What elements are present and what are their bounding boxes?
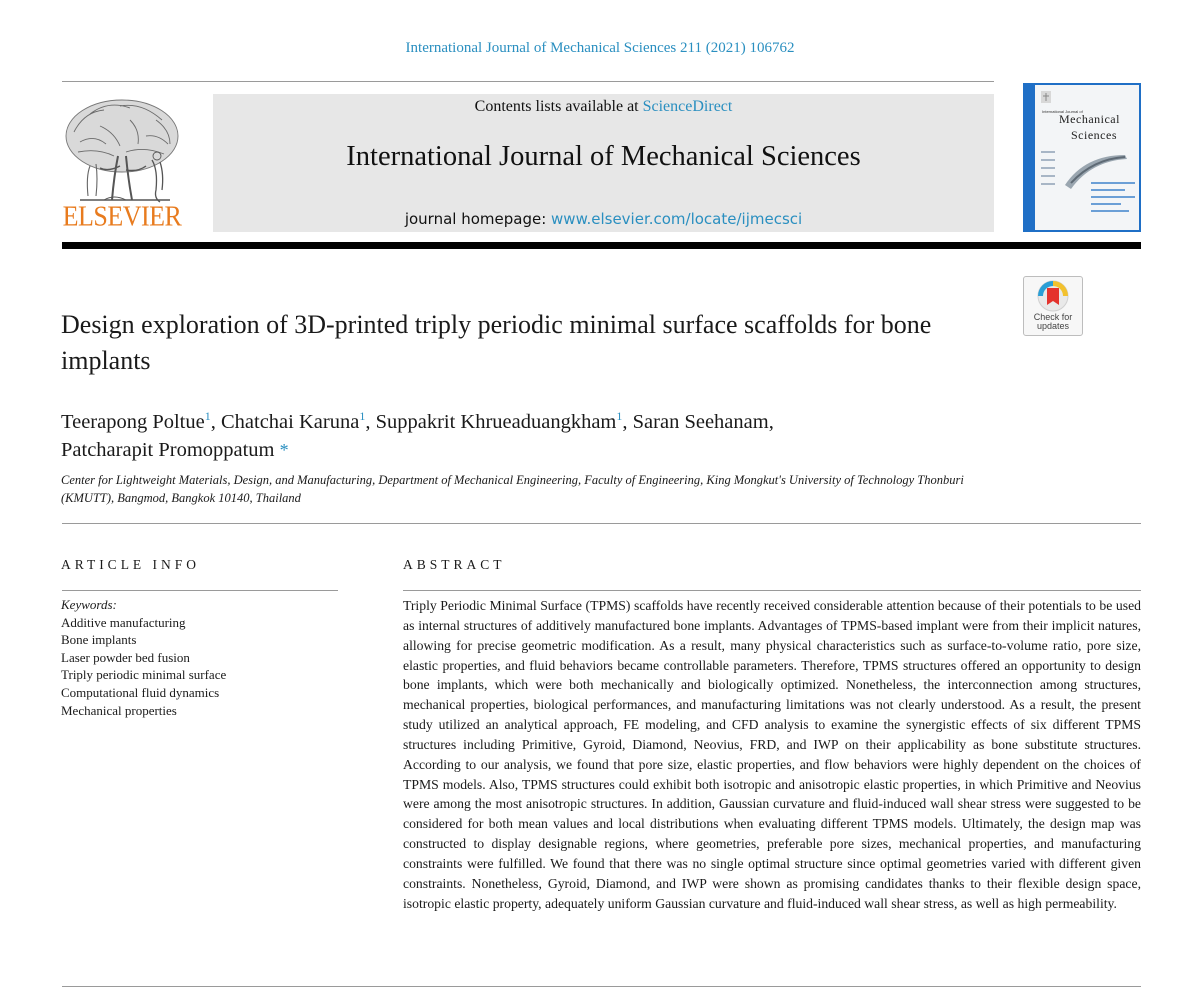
check-updates-label bbox=[1024, 313, 1082, 331]
cover-line-1: International Journal of bbox=[1042, 109, 1083, 114]
abstract-divider bbox=[403, 590, 1141, 591]
cover-toc-lines bbox=[1091, 177, 1135, 217]
cover-line-2: Mechanical bbox=[1059, 112, 1120, 126]
footer-divider bbox=[62, 986, 1141, 987]
cover-line-3: Sciences bbox=[1071, 128, 1117, 142]
journal-citation[interactable]: International Journal of Mechanical Sciences 211 (2021) 106762 bbox=[405, 40, 795, 56]
keyword-item: Laser powder bed fusion bbox=[61, 649, 190, 665]
keyword-item: Bone implants bbox=[61, 632, 137, 648]
journal-banner bbox=[213, 94, 994, 232]
check-updates-icon bbox=[1036, 279, 1070, 313]
elsevier-wordmark: ELSEVIER bbox=[62, 200, 182, 233]
cover-panel bbox=[1035, 85, 1139, 230]
sciencedirect-link[interactable]: ScienceDirect bbox=[642, 98, 733, 115]
header-thick-rule bbox=[62, 242, 1141, 249]
journal-homepage-line bbox=[213, 210, 994, 228]
author-name[interactable]: Suppakrit Khrueaduangkham bbox=[375, 411, 617, 433]
author-affiliation: Center for Lightweight Materials, Design, and Manufacturing, Department of Mechanical Engineering, Faculty of Engineering, King Mongkut's University of Technology Thonburi (KMUTT), Bangmod, Bangkok 10140, Thailand bbox=[61, 473, 964, 505]
author-list: Teerapong Poltue$^1$, Chatchai Karuna$^1$, Suppakrit Khrueaduangkham$^1$, Saran Seehanam, Patcharapit Promoppatum * bbox=[61, 409, 774, 461]
author-name[interactable]: Chatchai Karuna bbox=[220, 411, 360, 433]
keywords-list bbox=[61, 596, 361, 719]
contents-available-line bbox=[213, 98, 994, 116]
corresponding-author-mark[interactable]: * bbox=[279, 440, 289, 460]
header-divider bbox=[62, 81, 994, 82]
check-updates-label-line2: updates bbox=[1036, 321, 1070, 331]
article-info-divider bbox=[62, 590, 338, 591]
keyword-item: Additive manufacturing bbox=[61, 614, 186, 630]
author-name[interactable]: Teerapong Poltue bbox=[61, 411, 205, 433]
author-name[interactable]: Saran Seehanam bbox=[632, 411, 769, 433]
article-info-heading: ARTICLE INFO bbox=[61, 557, 201, 572]
journal-homepage-link[interactable]: www.elsevier.com/locate/ijmecsci bbox=[551, 210, 803, 228]
journal-title: International Journal of Mechanical Sciences bbox=[346, 141, 861, 172]
author-affiliation-mark[interactable]: 1 bbox=[204, 409, 211, 423]
check-updates-label-line1: Check for bbox=[1033, 312, 1073, 322]
section-divider bbox=[62, 523, 1141, 524]
cover-text-lines bbox=[1041, 145, 1055, 225]
tree-of-knowledge-icon bbox=[60, 96, 184, 206]
contents-prefix: Contents lists available at bbox=[474, 98, 639, 115]
journal-cover-thumbnail[interactable] bbox=[1023, 83, 1141, 232]
author-name[interactable]: Patcharapit Promoppatum bbox=[61, 439, 275, 461]
keyword-item: Triply periodic minimal surface bbox=[61, 667, 227, 683]
keyword-item: Mechanical properties bbox=[61, 702, 177, 718]
cover-logo-icon bbox=[1041, 91, 1051, 103]
keyword-item: Computational fluid dynamics bbox=[61, 684, 220, 700]
article-title: Design exploration of 3D-printed triply periodic minimal surface scaffolds for bone implants bbox=[61, 310, 932, 375]
author-affiliation-mark[interactable]: 1 bbox=[359, 409, 366, 423]
elsevier-logo[interactable] bbox=[60, 96, 184, 232]
abstract-text: Triply Periodic Minimal Surface (TPMS) scaffolds have recently received considerable attention because of their potentials to be used as internal structures of additively manufactured bone implants. Advantages of TPMS-based implant were from their implicit natures, allowing for precise geometric modification. As a result, many physical characteristics such as surface-to-volume ratio, pore size, elastic properties, and fluid behaviors became controllable parameters. Therefore, TPMS structures offered an opportunity to design bone implants, which were both mechanically and biologically optimized. Nonetheless, the interconnection among structures, mechanical properties, biological performances, and manufacturing limitations was not clearly understood. As a result, the present study utilized an analytical approach, FE modeling, and CFD analysis to examine the synergistic effects of six different TPMS structures including Primitive, Gyroid, Diamond, Neovius, FRD, and IWP on their applicability as bone substitute structures. According to our analysis, we found that pore size, elastic properties, and flow behaviors were highly dependent on the choices of TPMS models. Also, TPMS structures could exhibit both isotropic and anisotropic elastic properties, in which Primitive and Neovius were among the most anisotropic structures. In addition, Gaussian curvature and fluid-induced wall shear stress were suggested to be considered for both mean values and local distributions when evaluating different TPMS models. Ultimately, the design map was constructed to display designable regions, where geometries, preferable pore sizes, mechanical properties, and manufacturing constraints were fulfilled. We found that there was no single optimal structure since optimal geometries varied with different given constraints. Nonetheless, Gyroid, Diamond, and IWP were shown as promising candidates thanks to their flexible design space, isotropic elastic property, adequately uniform Gaussian curvature and fluid-induced wall shear stress, as well as high permeability. bbox=[403, 598, 1141, 911]
author-affiliation-mark[interactable]: 1 bbox=[616, 409, 623, 423]
keywords-label: Keywords: bbox=[61, 597, 117, 612]
abstract-heading: ABSTRACT bbox=[403, 557, 506, 572]
homepage-prefix: journal homepage: bbox=[404, 210, 547, 228]
check-for-updates-button[interactable] bbox=[1023, 276, 1083, 336]
